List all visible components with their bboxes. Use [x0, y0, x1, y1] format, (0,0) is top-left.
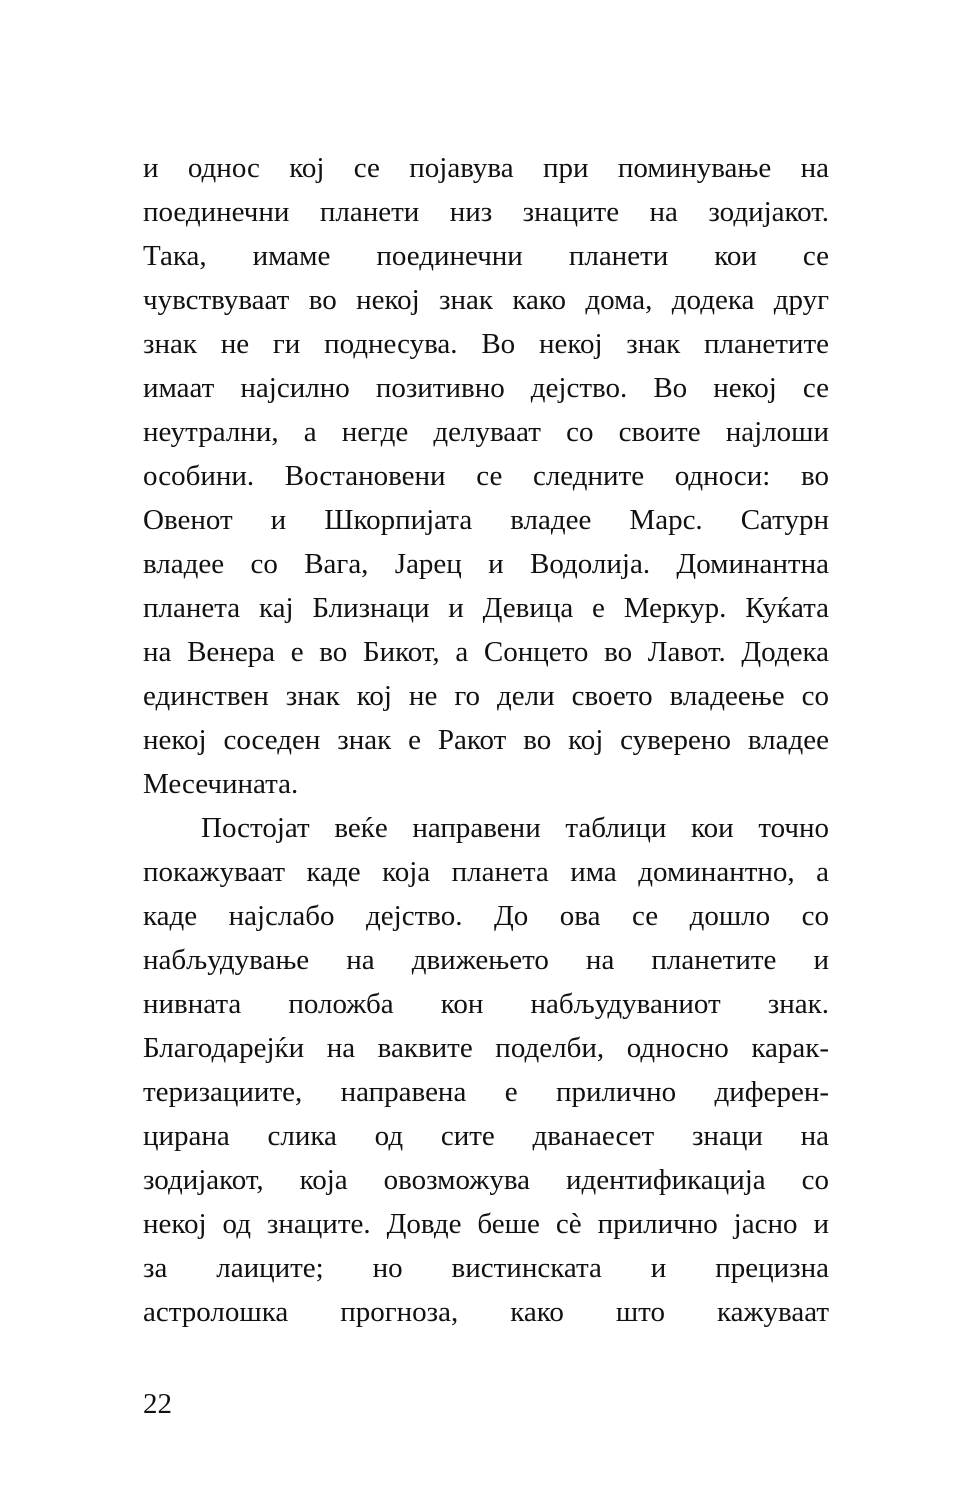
page-number: 22	[143, 1388, 172, 1420]
text-line: Така, имаме поединечни планети кои се	[143, 240, 829, 272]
text-line: на Венера е во Бикот, а Сонцето во Лавот. Додека	[143, 636, 829, 668]
text-line: некој соседен знак е Ракот во кој суверено владее	[143, 724, 829, 756]
text-line: Постојат веќе направени таблици кои точно	[201, 812, 829, 844]
text-line: некој од знаците. Довде беше сè прилично јасно и	[143, 1208, 829, 1240]
text-line: неутрални, а негде делуваат со своите најлоши	[143, 416, 829, 448]
text-line: цирана слика од сите дванаесет знаци на	[143, 1120, 829, 1152]
page-body	[143, 146, 829, 1334]
text-line: владее со Вага, Јарец и Водолија. Доминантна	[143, 548, 829, 580]
text-line: покажуваат каде која планета има доминантно, а	[143, 856, 829, 888]
text-line: единствен знак кој не го дели своето владеење со	[143, 680, 829, 712]
text-line: чувствуваат во некој знак како дома, додека друг	[143, 284, 829, 316]
text-line: имаат најсилно позитивно дејство. Во некој се	[143, 372, 829, 404]
text-line: астролошка прогноза, како што кажуваат	[143, 1296, 829, 1328]
text-line: зодијакот, која овозможува идентификација со	[143, 1164, 829, 1196]
text-line: Благодарејќи на ваквите поделби, односно карак-	[143, 1032, 829, 1064]
text-line: особини. Востановени се следните односи: во	[143, 460, 829, 492]
text-line: каде најслабо дејство. До ова се дошло со	[143, 900, 829, 932]
text-line: за лаиците; но вистинската и прецизна	[143, 1252, 829, 1284]
text-line: Овенот и Шкорпијата владее Марс. Сатурн	[143, 504, 829, 536]
text-line: Месечината.	[143, 768, 299, 800]
text-line: теризациите, направена е прилично диферен-	[143, 1076, 829, 1108]
paragraph-1	[143, 146, 829, 806]
text-line: набљудување на движењето на планетите и	[143, 944, 829, 976]
text-line: знак не ги поднесува. Во некој знак планетите	[143, 328, 829, 360]
text-line: нивната положба кон набљудуваниот знак.	[143, 988, 829, 1020]
text-line: и однос кој се појавува при поминување на	[143, 152, 829, 184]
text-line: поединечни планети низ знаците на зодијакот.	[143, 196, 829, 228]
paragraph-2	[143, 806, 829, 1334]
text-line: планета кај Близнаци и Девица е Меркур. Куќата	[143, 592, 829, 624]
